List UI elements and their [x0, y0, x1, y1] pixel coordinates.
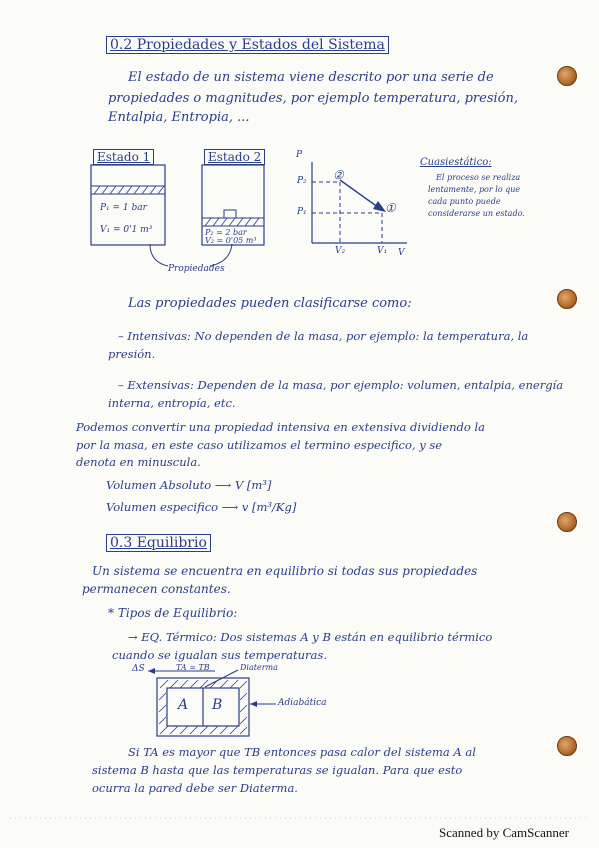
section-heading: 0.3 Equilibrio: [106, 534, 211, 552]
note-title: Cuasiestático:: [420, 157, 492, 168]
point-2: ②: [333, 168, 344, 182]
paragraph-line: Podemos convertir una propiedad intensiva en extensiva dividiendo la: [76, 420, 485, 434]
tipos-heading: * Tipos de Equilibrio:: [108, 606, 238, 620]
paragraph-line: ocurra la pared debe ser Diaterma.: [92, 781, 298, 795]
extensivas-line: – Extensivas: Dependen de la masa, por ejemplo: volumen, entalpia, energía: [118, 378, 564, 392]
paragraph-line: Si TA es mayor que TB entonces pasa calor del sistema A al: [128, 745, 476, 759]
v2-tick: V₂: [335, 246, 346, 256]
paragraph-line: denota en minuscula.: [76, 455, 201, 469]
temperature-equality: TA = TB: [176, 663, 210, 672]
termico-line: cuando se igualan sus temperaturas.: [112, 648, 327, 662]
paragraph-line: Un sistema se encuentra en equilibrio si todas sus propiedades: [92, 564, 478, 578]
v2-value: V₂ = 0'05 m³: [205, 236, 257, 245]
note-line: lentamente, por lo que: [428, 185, 521, 194]
p2-tick: P₂: [297, 176, 307, 186]
paragraph-line: por la masa, en este caso utilizamos el termino especifico, y se: [76, 438, 443, 452]
section-heading: 0.2 Propiedades y Estados del Sistema: [106, 36, 389, 54]
p1-tick: P₁: [297, 207, 307, 217]
note-line: cada punto puede: [428, 197, 501, 206]
estado1-label: Estado 1: [93, 150, 154, 164]
estado2-label: Estado 2: [204, 150, 265, 164]
intensivas-line: presión.: [108, 347, 156, 361]
delta-s-label: ΔS: [132, 664, 145, 674]
p2-value: P₂ = 2 bar: [205, 228, 247, 237]
note-line: considerarse un estado.: [428, 209, 525, 218]
axis-p: P: [296, 150, 303, 160]
volumen-absoluto: Volumen Absoluto ⟶ V [m³]: [106, 478, 272, 492]
axis-v: V: [398, 248, 405, 258]
extensivas-line: interna, entropía, etc.: [108, 396, 236, 410]
scanner-watermark: Scanned by CamScanner: [439, 825, 569, 840]
paragraph-line: El estado de un sistema viene descrito por una serie de: [128, 70, 494, 85]
paragraph-line: propiedades o magnitudes, por ejemplo temperatura, presión,: [108, 91, 518, 106]
v1-tick: V₁: [377, 246, 388, 256]
intensivas-line: – Intensivas: No dependen de la masa, por ejemplo: la temperatura, la: [118, 329, 529, 343]
termico-line: → EQ. Térmico: Dos sistemas A y B están en equilibrio térmico: [128, 630, 493, 644]
system-a-label: A: [178, 697, 189, 713]
diaterma-label: Diaterma: [240, 663, 278, 672]
adiabatica-label: Adiabática: [278, 698, 327, 708]
volumen-especifico: Volumen especifico ⟶ v [m³/Kg]: [106, 500, 297, 514]
paragraph-line: Entalpia, Entropia, ...: [108, 110, 250, 125]
propiedades-label: Propiedades: [168, 264, 225, 274]
paragraph-line: sistema B hasta que las temperaturas se igualan. Para que esto: [92, 763, 463, 777]
classification-intro: Las propiedades pueden clasificarse como:: [128, 296, 412, 311]
note-line: El proceso se realiza: [436, 173, 521, 182]
v1-value: V₁ = 0'1 m³: [100, 225, 153, 235]
point-1: ①: [385, 201, 396, 215]
paragraph-line: permanecen constantes.: [82, 582, 231, 596]
system-b-label: B: [212, 697, 223, 713]
p1-value: P₁ = 1 bar: [100, 203, 147, 213]
section2-title: [106, 535, 211, 551]
